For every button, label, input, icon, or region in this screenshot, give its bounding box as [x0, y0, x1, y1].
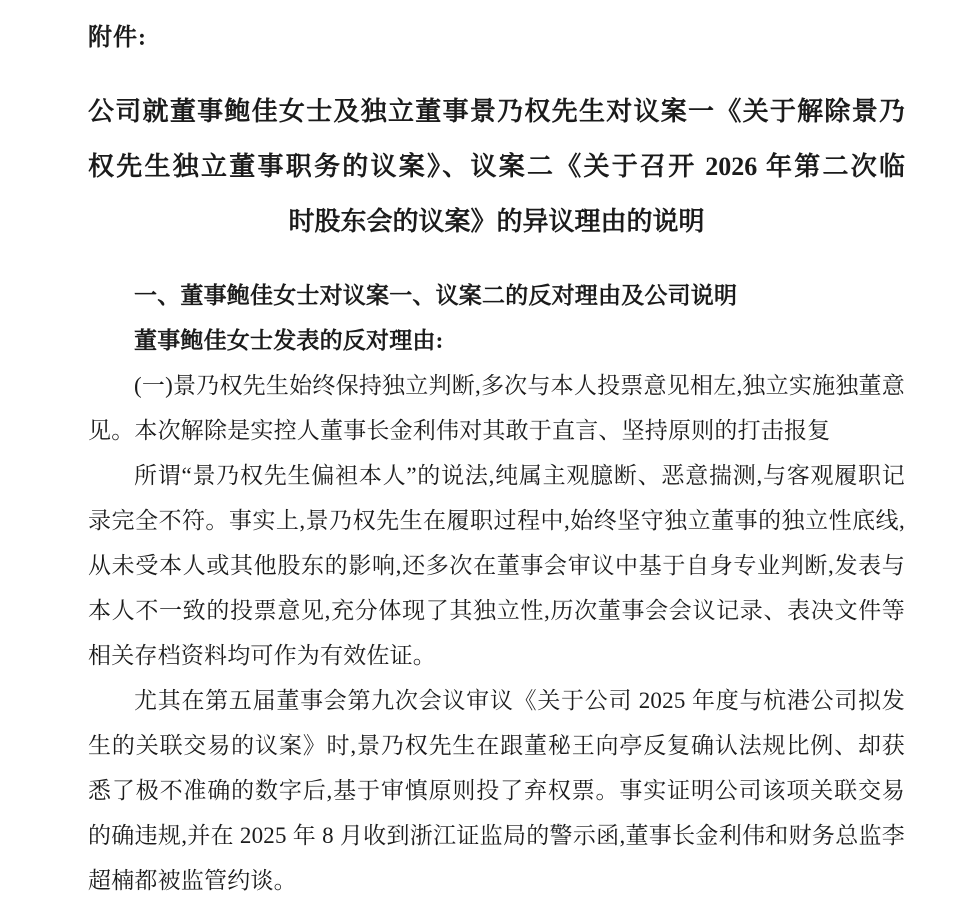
paragraph-objection-2: 所谓“景乃权先生偏袒本人”的说法,纯属主观臆断、恶意揣测,与客观履职记录完全不符。事实上,景乃权先生在履职过程中,始终坚守独立董事的独立性底线,从未受本人或其他股东的影响,还多次在董事会审议中基于自身专业判断,发表与本人不一致的投票意见,充分体现了其独立性,历次董事会会议记录、表决文件等相关存档资料均可作为有效佐证。: [88, 463, 905, 668]
title-line-2: 权先生独立董事职务的议案》、议案二《关于召开 2026 年第二次临: [88, 152, 905, 181]
section-heading: 一、董事鲍佳女士对议案一、议案二的反对理由及公司说明: [134, 283, 738, 308]
sub-heading: 董事鲍佳女士发表的反对理由:: [134, 328, 444, 353]
paragraph-objection-1: (一)景乃权先生始终保持独立判断,多次与本人投票意见相左,独立实施独董意见。本次解除是实控人董事长金利伟对其敢于直言、坚持原则的打击报复: [88, 373, 905, 443]
document-title: [88, 84, 905, 249]
document-body: [88, 273, 905, 903]
title-line-3: 时股东会的议案》的异议理由的说明: [288, 207, 705, 236]
title-line-1: 公司就董事鲍佳女士及独立董事景乃权先生对议案一《关于解除景乃: [88, 97, 905, 126]
attachment-label: 附件:: [88, 25, 147, 51]
paragraph-objection-3: 尤其在第五届董事会第九次会议审议《关于公司 2025 年度与杭港公司拟发生的关联交易的议案》时,景乃权先生在跟董秘王向亭反复确认法规比例、却获悉了极不准确的数字后,基于审慎原则投了弃权票。事实证明公司该项关联交易的确违规,并在 2025 年 8 月收到浙江证监局的警示函,董事长金利伟和财务总监李超楠都被监管约谈。: [88, 688, 905, 893]
